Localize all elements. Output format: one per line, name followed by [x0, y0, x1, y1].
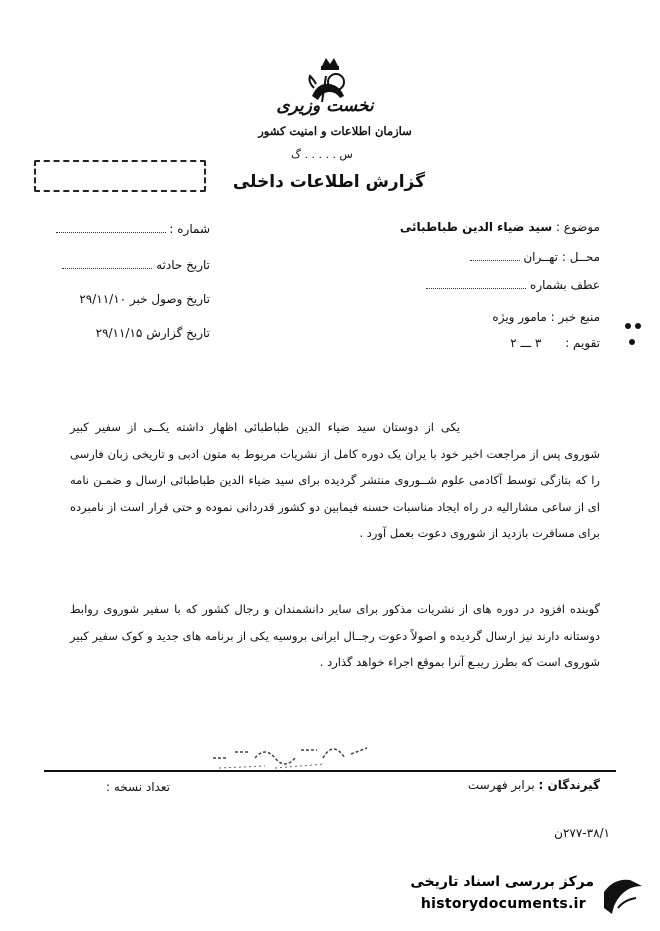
receipt-date-value: ۲۹/۱۱/۱۰ [79, 292, 127, 306]
event-date-field [40, 258, 210, 272]
margin-punch-marks [620, 318, 650, 358]
source-label: منبع خبر : [550, 310, 600, 324]
receipt-date-field [40, 292, 210, 306]
body-paragraph-2: گوینده افزود در دوره های از نشریات مذکور برای سایر دانشمندان و رجال کشور که با سفیر شوروی روابط دوستانه دارند نیز ارسال گردیده و اصولاً دعوت رجــال ایرانی بروسیه یکی از برنامه های جدید و کوک سفیر کبیر شوروی است که بطرز ریبـع آنرا بموقع اجراء خواهد گذارد . [70, 602, 600, 669]
recipients-field [420, 778, 600, 792]
report-title: گزارش اطلاعات داخلی [232, 172, 425, 192]
number-field [40, 222, 210, 236]
recipients-value: برابر فهرست [467, 778, 535, 792]
report-date-field [40, 326, 210, 340]
receipt-date-label: تاریخ وصول خبر [129, 292, 210, 306]
place-label: محــل : [561, 250, 600, 264]
source-value: مامور ویژه [492, 310, 547, 324]
classification-stamp-box [34, 160, 206, 192]
watermark [376, 870, 646, 920]
copies-label: تعداد نسخه : [105, 780, 170, 794]
evaluation-value: ۳ ـــ ۲ [510, 336, 542, 350]
copies-field [70, 780, 170, 794]
subject-value: سید ضیاء الدین طباطبائی [399, 220, 553, 234]
source-field [440, 310, 600, 324]
report-date-label: تاریخ گزارش [146, 326, 210, 340]
number-label: شماره : [169, 222, 210, 236]
watermark-site-name: مرکز بررسی اسناد تاریخی [410, 874, 594, 890]
organization-name: سازمان اطلاعات و امنیت کشور [258, 124, 412, 138]
watermark-logo-icon [600, 872, 646, 918]
evaluation-label: تقویم : [565, 336, 600, 350]
organization-subline: س . . . . . گ [291, 148, 353, 161]
reference-field [420, 278, 600, 292]
subject-field [380, 220, 600, 234]
place-field [420, 250, 600, 264]
ministry-title: نخست وزیری [276, 96, 374, 116]
subject-label: موضوع : [555, 220, 600, 234]
footer-divider [44, 770, 616, 772]
body-paragraph-1: یکی از دوستان سید ضیاء الدین طباطبائی اظهار داشته یکــی از سفیر کبیر شوروی پس از مراجعت اخیر خود با یران یک دوره کامل از نشریات مربوط به متون ادبی و تاریخی زبان فارسی را که بتازگی توسط آکادمی علوم شــوروی منتشر گردیده برای سید ضیاء الدین طباطبائی ارسال و ضمـن نامه ای از ساعی مشارالیه در راه ایجاد مناسبات حسنه فیمابین دو کشور قدردانی نموده و حتی قرار است از نامبرده برای مسافرت بازدید از شوروی دعوت بعمل آورد . [70, 420, 600, 540]
document-code: ۲۷۷-۳۸/۱ن [554, 826, 610, 840]
reference-label: عطف بشماره [530, 278, 600, 292]
place-value: تهــران [523, 250, 559, 264]
watermark-url: historydocuments.ir [420, 896, 586, 912]
signature-scribble [205, 728, 375, 776]
event-date-label: تاریخ حادثه [156, 258, 210, 272]
report-date-value: ۲۹/۱۱/۱۵ [95, 326, 143, 340]
evaluation-field [440, 336, 600, 350]
recipients-label: گیرندگان : [538, 778, 600, 792]
